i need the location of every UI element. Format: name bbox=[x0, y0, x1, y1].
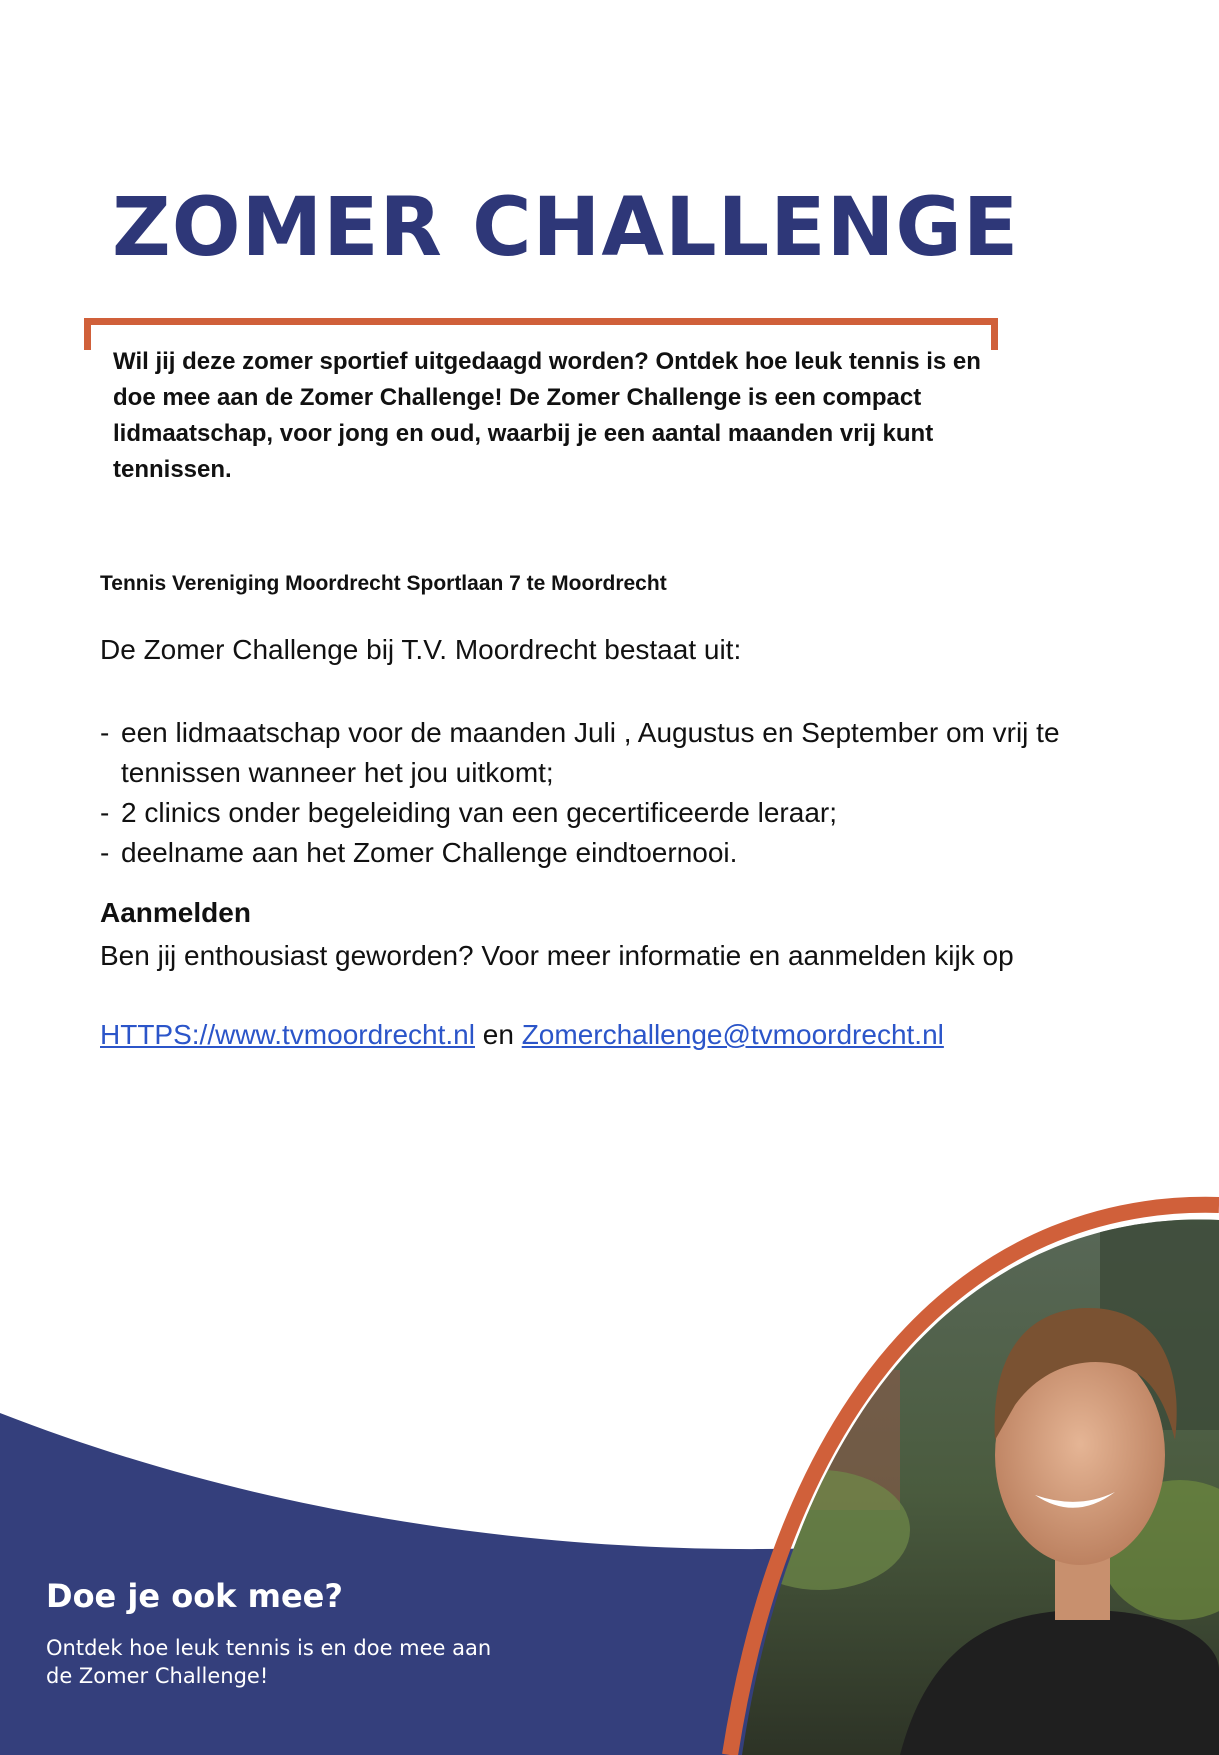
offer-item-clinics: - 2 clinics onder begeleiding van een gecertificeerde leraar; bbox=[100, 793, 1150, 833]
cta-text: Ontdek hoe leuk tennis is en doe mee aan de Zomer Challenge! bbox=[46, 1636, 492, 1688]
links-connector: en bbox=[482, 1019, 514, 1050]
contact-links bbox=[100, 1019, 944, 1051]
offer-lead: De Zomer Challenge bij T.V. Moordrecht bestaat uit: bbox=[100, 634, 742, 665]
offer-list bbox=[100, 713, 1150, 873]
website-link[interactable]: HTTPS://www.tvmoordrecht.nl bbox=[100, 1019, 475, 1050]
offer-item-tournament: - deelname aan het Zomer Challenge eindtoernooi. bbox=[100, 833, 1150, 873]
portrait-photo bbox=[700, 1170, 1219, 1755]
offer-item-membership: - een lidmaatschap voor de maanden Juli , Augustus en September om vrij te tennissen wanneer het jou uitkomt; bbox=[100, 713, 1150, 793]
club-address: Tennis Vereniging Moordrecht Sportlaan 7 te Moordrecht bbox=[100, 572, 667, 595]
cta-heading: Doe je ook mee? bbox=[46, 1577, 343, 1615]
signup-heading: Aanmelden bbox=[100, 897, 251, 928]
signup-text: Ben jij enthousiast geworden? Voor meer informatie en aanmelden kijk op bbox=[100, 940, 1014, 971]
email-link[interactable]: Zomerchallenge@tvmoordrecht.nl bbox=[521, 1019, 944, 1050]
page-title: ZOMER CHALLENGE bbox=[112, 181, 1020, 275]
intro-text: Wil jij deze zomer sportief uitgedaagd worden? Ontdek hoe leuk tennis is en doe mee aan de Zomer Challenge! De Zomer Challenge is een compact lidmaatschap, voor jong en oud, waarbij je een aantal maanden vrij kunt tennissen. bbox=[113, 348, 981, 483]
